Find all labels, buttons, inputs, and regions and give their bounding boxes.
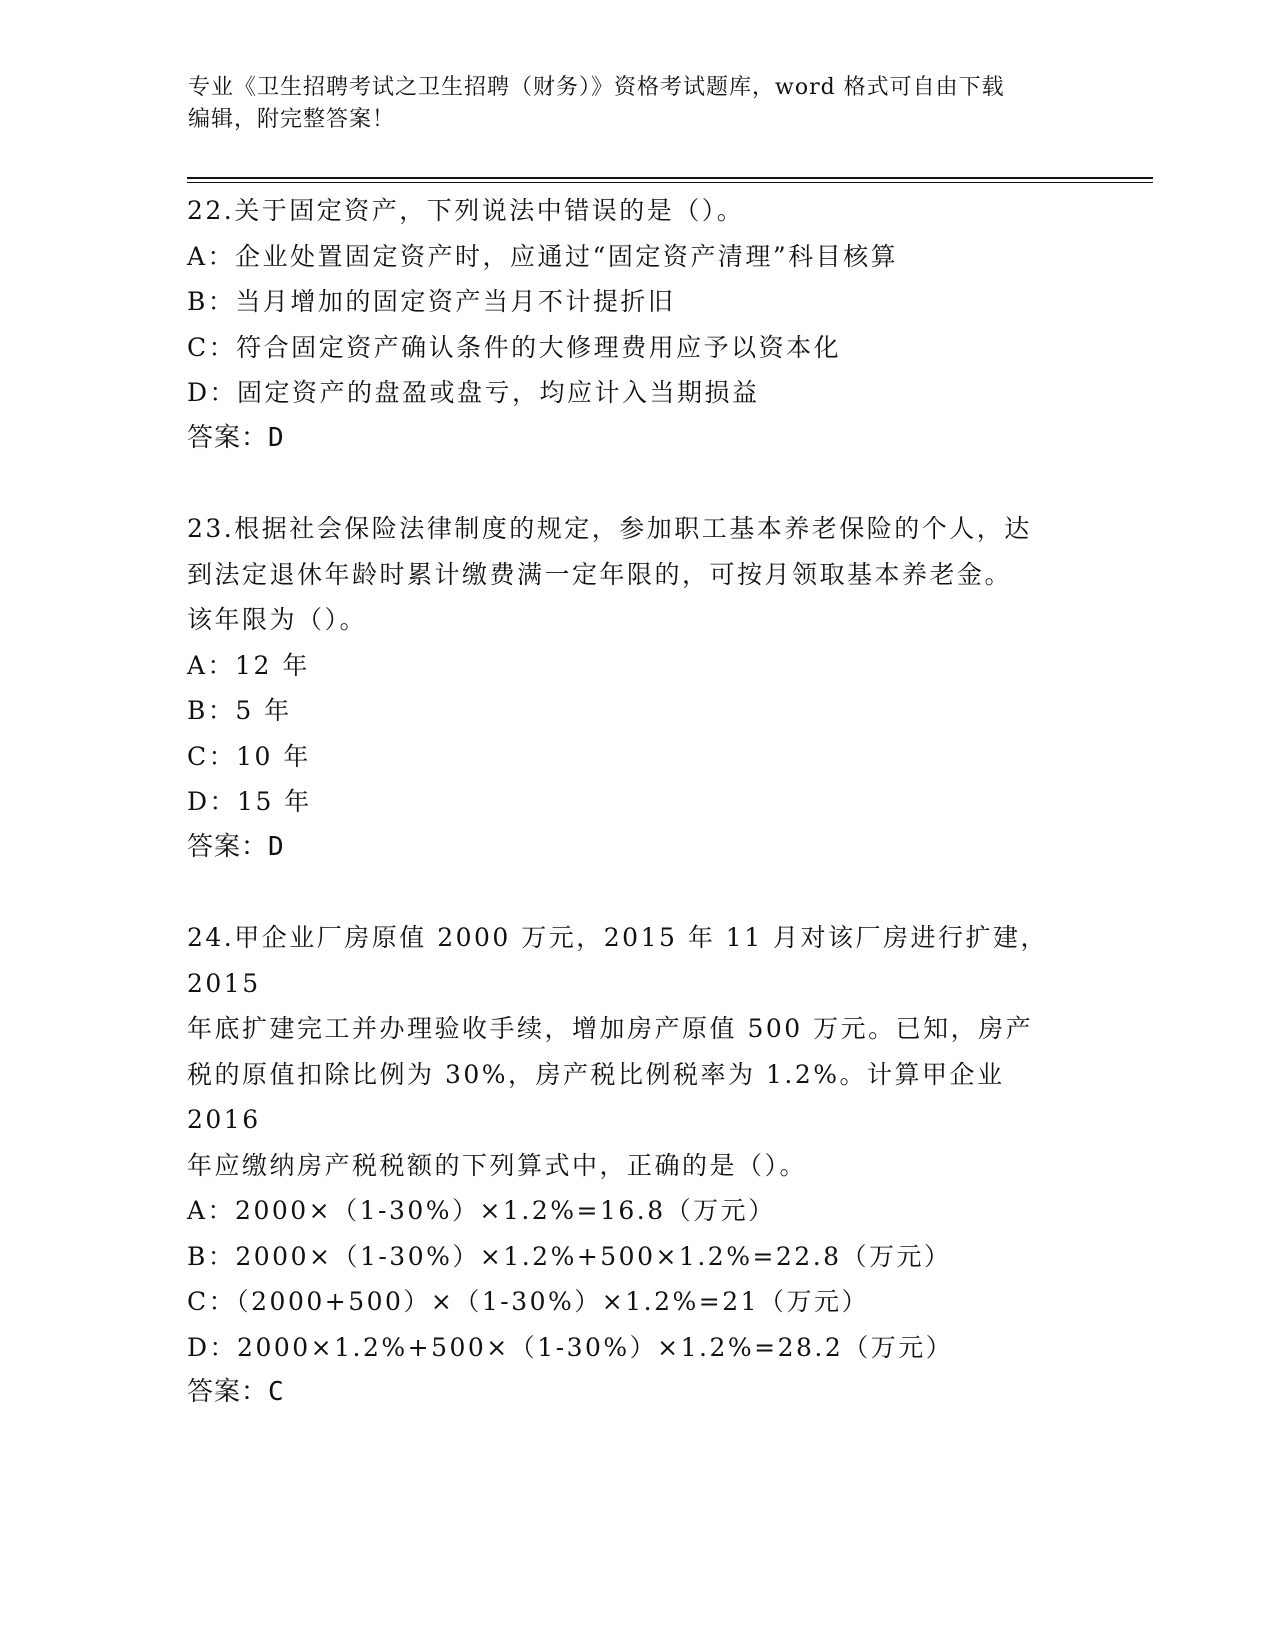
- question-22-stem: 22.关于固定资产，下列说法中错误的是（）。: [187, 196, 745, 225]
- question-22: [187, 188, 1087, 461]
- question-24-option-b: B：2000×（1-30%）×1.2%+500×1.2%=22.8（万元）: [187, 1241, 952, 1271]
- answer-value: D: [268, 422, 285, 453]
- question-22-option-a: A：企业处置固定资产时，应通过“固定资产清理”科目核算: [187, 241, 899, 271]
- question-spacer: [187, 870, 1087, 915]
- question-list: [187, 188, 1087, 1416]
- question-22-option-b: B：当月增加的固定资产当月不计提折旧: [187, 287, 676, 316]
- question-23: [187, 506, 1087, 870]
- question-22-answer: [187, 416, 1087, 462]
- question-24-option-a: A：2000×（1-30%）×1.2%=16.8（万元）: [187, 1196, 776, 1225]
- question-22-option-c: C：符合固定资产确认条件的大修理费用应予以资本化: [187, 332, 842, 362]
- document-header: [188, 72, 1078, 136]
- question-23-option-b: B：5 年: [187, 696, 292, 725]
- question-24-stem-line-3: 税的原值扣除比例为 30%，房产税比例税率为 1.2%。计算甲企业 2016: [187, 1059, 1005, 1134]
- question-23-option-a: A：12 年: [187, 650, 310, 680]
- question-23-answer: [187, 825, 1087, 871]
- question-24-stem-line-1: 24.甲企业厂房原值 2000 万元，2015 年 11 月对该厂房进行扩建，2015: [187, 923, 1049, 998]
- question-24-option-d: D：2000×1.2%+500×（1-30%）×1.2%=28.2（万元）: [187, 1332, 954, 1362]
- question-24-answer: [187, 1370, 1087, 1416]
- answer-value: D: [268, 831, 285, 862]
- answer-label: 答案：: [187, 1377, 269, 1407]
- question-24-stem-line-4: 年应缴纳房产税税额的下列算式中，正确的是（）。: [187, 1150, 808, 1180]
- answer-label: 答案：: [187, 831, 269, 862]
- header-line-1: 专业《卫生招聘考试之卫生招聘（财务）》资格考试题库，word 格式可自由下载: [188, 75, 1005, 100]
- header-divider-thick: [187, 177, 1153, 179]
- answer-value: C: [268, 1377, 285, 1407]
- question-24: [187, 915, 1087, 1416]
- header-divider-thin: [187, 182, 1153, 183]
- question-23-stem-line-1: 23.根据社会保险法律制度的规定，参加职工基本养老保险的个人，达: [187, 514, 1032, 543]
- answer-label: 答案：: [187, 422, 269, 453]
- question-23-stem-line-3: 该年限为（）。: [187, 605, 368, 634]
- question-24-option-c: C：（2000+500）×（1-30%）×1.2%=21（万元）: [187, 1287, 870, 1316]
- header-line-2: 编辑，附完整答案！: [188, 107, 396, 132]
- question-23-stem-line-2: 到法定退休年龄时累计缴费满一定年限的，可按月领取基本养老金。: [187, 559, 1013, 589]
- question-22-option-d: D：固定资产的盘盈或盘亏，均应计入当期损益: [187, 378, 760, 407]
- question-spacer: [187, 461, 1087, 506]
- question-24-stem-line-2: 年底扩建完工并办理验收手续，增加房产原值 500 万元。已知，房产: [187, 1014, 1034, 1043]
- question-23-option-d: D：15 年: [187, 787, 312, 816]
- question-23-option-c: C：10 年: [187, 741, 311, 771]
